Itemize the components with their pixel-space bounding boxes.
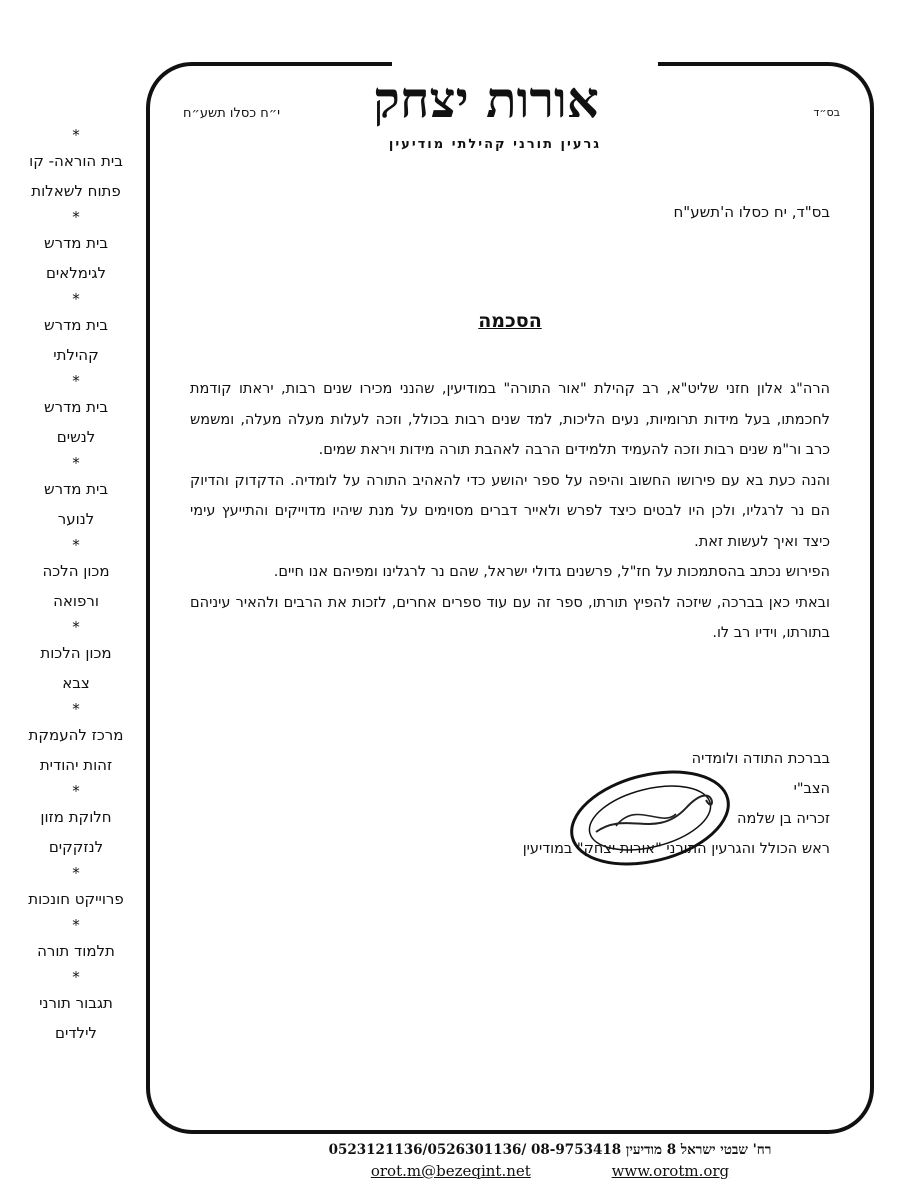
sidebar-item: בית מדרש	[43, 480, 109, 498]
sidebar-item: חלוקת מזון	[40, 808, 112, 826]
sidebar-item: ורפואה	[53, 592, 99, 610]
sidebar-separator: *	[72, 536, 80, 554]
sidebar-item: לילדים	[55, 1024, 97, 1042]
header-hebrew-date: י״ח כסלו תשע״ח	[183, 106, 281, 121]
sidebar-item: צבא	[62, 674, 90, 692]
footer-website[interactable]: www.orotm.org	[611, 1162, 730, 1180]
letter-body	[190, 374, 830, 649]
sidebar-separator: *	[72, 618, 80, 636]
sidebar-item: לנזקקים	[48, 838, 104, 856]
sidebar-item: קהילתי	[53, 346, 99, 364]
sidebar-item: בית מדרש	[43, 234, 109, 252]
sidebar-item: לנוער	[57, 510, 95, 528]
footer-email[interactable]: orot.m@bezeqint.net	[370, 1162, 531, 1180]
sidebar-item: זהות יהודית	[39, 756, 113, 774]
sidebar-separator: *	[72, 864, 80, 882]
closing-line: בברכת התודה ולומדיה	[691, 751, 830, 767]
sidebar-separator: *	[72, 208, 80, 226]
rabbi-stamp	[566, 770, 734, 866]
closing-line: הצב"י	[793, 781, 830, 797]
letter-date: בס"ד, יח כסלו ה'תשע"ח	[673, 203, 830, 221]
sidebar-item: פרוייקט חונכות	[28, 890, 124, 908]
sidebar-separator: *	[72, 782, 80, 800]
sidebar-separator: *	[72, 700, 80, 718]
sidebar-separator: *	[72, 290, 80, 308]
letter-paragraph: ובאתי כאן בברכה, שיזכה להפיץ תורתו, ספר זה עם עוד ספרים אחרים, לזכות את הרבים ולהאיר עיניהם בתורתו, וידיו רב לו.	[190, 594, 830, 641]
letter-closing	[190, 744, 830, 864]
letter-paragraph: הפירוש נכתב בהסתמכות על חז"ל, פרשנים גדולי ישראל, שהם נר לרגלינו ומפיהם אנו חיים.	[273, 564, 830, 580]
sidebar-item: לגימלאים	[45, 264, 107, 282]
logo: אורות יצחק	[373, 70, 599, 129]
sidebar-item: מרכז להעמקת	[28, 726, 124, 744]
letter-paragraph: והנה כעת בא עם פירושו החשוב והיפה על ספר יהושע כדי להאהיב התורה על לומדיה. הדקדוק והדיוק הם נר לרגליו, ולכן היו לבטים כיצד לפרש ולאייר דברים מסוימים על מנת שיהיו מדוייקים והתייעץ עימי כיצד ואיך לעשות זאת.	[190, 472, 830, 550]
sidebar-item: בית מדרש	[43, 398, 109, 416]
sidebar-separator: *	[72, 454, 80, 472]
sidebar-item: מכון הלכה	[42, 562, 110, 580]
sidebar-item: בית מדרש	[43, 316, 109, 334]
sidebar-separator: *	[72, 126, 80, 144]
sidebar-item: לנשים	[56, 428, 96, 446]
footer-address: רח' שבטי ישראל 8 מודיעין 08-9753418 /0523121136/0526301136	[328, 1142, 772, 1158]
sidebar-item: פתוח לשאלות	[31, 182, 121, 200]
sidebar-separator: *	[72, 372, 80, 390]
tagline: גרעין תורני קהילתי מודיעין	[388, 137, 602, 152]
signer-title: ראש הכולל והגרעין התורני "אורות יצחק" במודיעין	[522, 841, 830, 857]
sidebar-separator: *	[72, 916, 80, 934]
header-bsd: בס״ד	[813, 106, 840, 119]
sidebar-item: תלמוד תורה	[37, 942, 115, 960]
letter-paragraph: הרה"ג אלון חזני שליט"א, רב קהילת "אור התורה" במודיעין, שהנני מכירו שנים רבות, יראתו קודמת לחכמתו, בעל מידות תרומיות, נעים הליכות, למד שנים רבות בכולל, וזכה לעלות מעלה מעלה, ומשמש כרב ור"מ שנים רבות וזכה להעמיד תלמידים הרבה לאהבת תורה מידות ויראת שמים.	[190, 381, 830, 458]
sidebar-activities	[0, 124, 152, 1048]
sidebar-item: תגבור תורני	[39, 994, 113, 1012]
sidebar-item: בית הוראה- קו	[29, 152, 123, 170]
page-title: הסכמה	[478, 310, 542, 332]
sidebar-separator: *	[72, 968, 80, 986]
sidebar-item: מכון הלכות	[40, 644, 112, 662]
signer-name: זכריה בן שלמה	[737, 811, 830, 827]
footer-links	[250, 1162, 850, 1180]
